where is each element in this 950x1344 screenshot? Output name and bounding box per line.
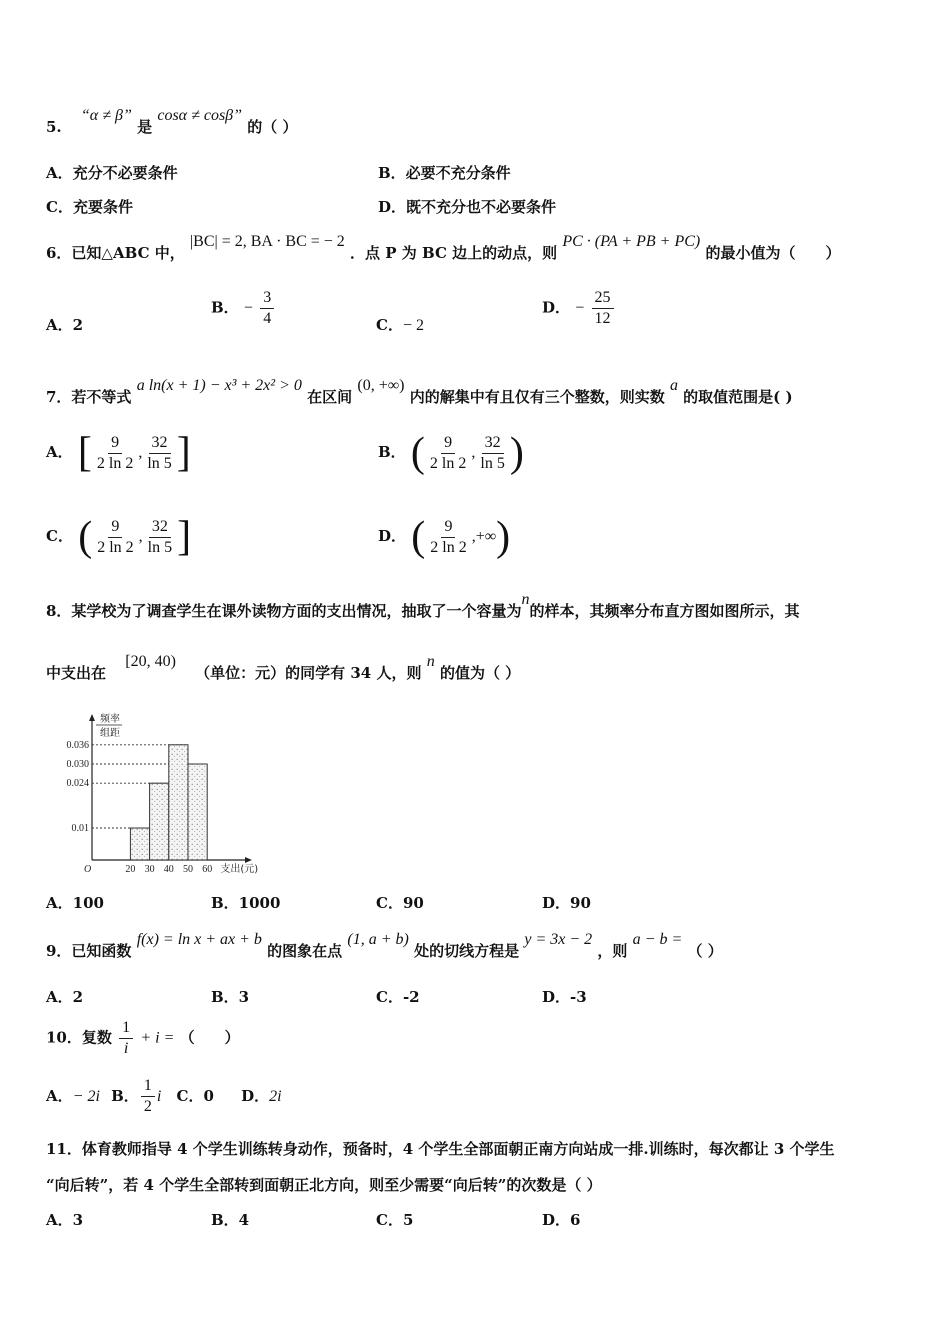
histogram-bar-50-60	[188, 764, 207, 860]
q5-condition-2: cosα ≠ cosβ”	[157, 107, 243, 124]
q7-c-fraction-2	[145, 517, 175, 558]
question-11-line-2: “向后转”，若 4 个学生全部转到面朝正北方向，则至少需要“向后转”的次数是（ ）	[46, 1176, 602, 1194]
q7-variable: a	[669, 377, 678, 394]
q10-a-value: − 2i	[72, 1087, 100, 1105]
q7-a-f2-num: 32	[149, 433, 171, 454]
q9-tail: （ ）	[687, 942, 723, 960]
q7-a-f1-num: 9	[108, 433, 122, 454]
q9-point: (1, a + b)	[347, 931, 409, 948]
q9-option-a[interactable]: A．2	[46, 988, 84, 1006]
q7-a-f1-den: 2 ln 2	[96, 454, 134, 472]
y-axis-label-top: 频率	[100, 714, 120, 725]
q8-option-d[interactable]: D．90	[542, 894, 591, 912]
question-11-line-1: 11．体育教师指导 4 个学生训练转身动作，预备时，4 个学生全部面朝正南方向站成一排.训练时，每次都让 3 个学生	[46, 1140, 835, 1158]
q7-c-f2-den: ln 5	[147, 538, 173, 556]
q7-b-fraction-2	[477, 433, 507, 474]
q9-mid-3: ，则	[597, 942, 628, 960]
q10-rest: + i =	[140, 1029, 175, 1047]
q7-mid-2: 内的解集中有且仅有三个整数，则实数	[409, 388, 665, 406]
q10-tail: （ ）	[179, 1028, 240, 1047]
q7-d-f1-num: 9	[441, 517, 455, 538]
q7-c-f1-num: 9	[108, 517, 122, 538]
q9-lead: 9．已知函数	[46, 942, 132, 960]
histogram-bar-40-50	[169, 745, 188, 860]
q6-d-fraction	[592, 288, 614, 329]
x-tick-50: 50	[183, 864, 193, 875]
q10-numerator: 1	[119, 1018, 133, 1039]
q7-option-c[interactable]	[46, 516, 191, 558]
q5-option-d[interactable]: D．既不充分也不必要条件	[378, 198, 557, 216]
question-6	[46, 233, 841, 263]
q8-interval: [20, 40)	[125, 653, 176, 670]
q7-c-f2-num: 32	[149, 517, 171, 538]
q6-b-sign: −	[243, 299, 253, 317]
q5-option-b[interactable]: B．必要不充分条件	[378, 164, 511, 182]
x-tick-20: 20	[125, 864, 136, 875]
q7-a-label: A．	[46, 443, 73, 461]
q10-d-value: 2i	[269, 1087, 282, 1105]
q10-options	[46, 1076, 282, 1117]
q7-inequality: a ln(x + 1) − x³ + 2x² > 0	[136, 377, 302, 394]
q8-text-1b: 的样本，其频率分布直方图如图所示，其	[529, 602, 800, 620]
frequency-histogram	[56, 708, 266, 878]
question-5	[46, 107, 298, 137]
q10-option-a[interactable]	[46, 1087, 100, 1105]
histogram-bar-20-30	[130, 828, 149, 860]
q8-n-2: n	[426, 653, 435, 670]
q7-option-a[interactable]	[46, 432, 191, 474]
q6-a-value: 2	[72, 316, 84, 334]
q7-b-f1-den: 2 ln 2	[429, 454, 467, 472]
q6-b-denominator: 4	[263, 310, 272, 327]
q7-a-fraction-1	[94, 433, 136, 474]
q10-b-label: B．	[111, 1086, 139, 1105]
q9-expression: a − b =	[632, 931, 683, 948]
q6-d-label: D．	[542, 298, 571, 317]
q7-a-right-bracket: ]	[176, 430, 191, 476]
y-axis-arrow	[89, 714, 95, 721]
q10-b-fraction	[141, 1076, 155, 1117]
y-tick-0.036: 0.036	[66, 739, 89, 751]
y-axis-label-bottom: 组距	[100, 728, 120, 739]
question-8-line-2	[46, 653, 521, 683]
q7-mid-1: 在区间	[307, 388, 353, 406]
q6-option-d[interactable]	[542, 288, 616, 329]
q7-lead: 7．若不等式	[46, 388, 132, 406]
q9-function: f(x) = ln x + ax + b	[136, 931, 262, 948]
q6-b-numerator: 3	[260, 288, 274, 309]
q5-option-c[interactable]: C．充要条件	[46, 198, 133, 216]
q7-c-interval	[78, 516, 191, 558]
q6-a-label: A．	[46, 316, 73, 334]
q9-mid-2: 处的切线方程是	[414, 942, 520, 960]
q6-math-1: |BC| = 2, BA · BC = − 2	[189, 233, 345, 250]
question-10	[46, 1018, 240, 1059]
q7-option-d[interactable]	[378, 516, 510, 558]
x-tick-60: 60	[202, 864, 213, 875]
q7-c-fraction-1	[94, 517, 136, 558]
q7-a-fraction-2	[144, 433, 174, 474]
q9-option-d[interactable]: D．-3	[542, 988, 587, 1006]
q7-b-label: B．	[378, 443, 406, 461]
q7-b-fraction-1	[427, 433, 469, 474]
question-7	[46, 377, 793, 407]
q7-c-f1-den: 2 ln 2	[97, 538, 134, 556]
q6-lead: 6．已知△ABC 中，	[46, 244, 185, 262]
q7-c-left-bracket: (	[78, 514, 93, 560]
q10-d-label: D．	[241, 1086, 270, 1105]
q6-option-a[interactable]	[46, 314, 83, 335]
q6-tail: 的最小值为（ ）	[705, 244, 841, 262]
origin-label: O	[84, 864, 92, 875]
q7-d-interval	[411, 516, 510, 558]
q10-option-d[interactable]	[241, 1087, 281, 1105]
x-axis-label: 支出(元)	[220, 864, 259, 875]
q10-option-c[interactable]: C．0	[176, 1086, 214, 1105]
q6-c-value: − 2	[402, 317, 424, 334]
q9-mid-1: 的图象在点	[267, 942, 343, 960]
q7-tail: 的取值范围是( )	[683, 388, 793, 406]
q7-d-left-bracket: (	[411, 514, 426, 560]
q7-a-interval	[78, 432, 191, 474]
q6-c-label: C．	[376, 316, 403, 334]
q6-d-numerator: 25	[592, 288, 614, 309]
x-tick-40: 40	[163, 864, 174, 875]
q7-b-f2-num: 32	[482, 433, 504, 454]
q6-option-c[interactable]	[376, 314, 424, 335]
q8-text-2b: （单位：元）的同学有 34 人，则	[195, 664, 422, 682]
q9-option-b[interactable]: B．3	[211, 988, 250, 1006]
x-tick-30: 30	[144, 864, 155, 875]
q7-interval: (0, +∞)	[357, 377, 405, 394]
question-9	[46, 931, 723, 961]
y-tick-0.024: 0.024	[66, 778, 89, 790]
q7-option-b[interactable]	[378, 432, 524, 474]
q10-b-denominator: 2	[143, 1098, 152, 1115]
y-tick-0.030: 0.030	[66, 759, 89, 770]
q11-option-d[interactable]: D．6	[542, 1211, 581, 1229]
q6-b-label: B．	[211, 298, 239, 317]
q7-b-interval	[411, 432, 524, 474]
q7-a-f2-den: ln 5	[147, 454, 172, 472]
q7-b-comma: ,	[471, 444, 476, 461]
q7-b-f1-num: 9	[441, 433, 455, 454]
q8-option-a[interactable]: A．100	[46, 894, 104, 912]
q5-shi: 是	[137, 118, 153, 136]
q7-b-right-bracket: )	[509, 430, 524, 476]
q11-option-a[interactable]: A．3	[46, 1211, 84, 1229]
q6-mid: ．点 P 为 BC 边上的动点，则	[350, 244, 558, 262]
q10-b-i: i	[156, 1087, 162, 1105]
q7-c-comma: ,	[138, 528, 143, 545]
q8-text-2a: 中支出在	[46, 664, 107, 682]
y-tick-0.01: 0.01	[71, 823, 89, 834]
q8-text-1: 8．某学校为了调查学生在课外读物方面的支出情况，抽取了一个容量为	[46, 602, 522, 620]
q10-b-numerator: 1	[141, 1076, 155, 1097]
q9-option-c[interactable]: C．-2	[376, 988, 420, 1006]
q10-option-b[interactable]	[111, 1077, 162, 1115]
x-axis-arrow	[245, 857, 252, 863]
q6-option-b[interactable]	[211, 288, 276, 329]
q6-b-fraction	[260, 288, 274, 329]
q6-d-denominator: 12	[594, 310, 611, 327]
q7-a-left-bracket: [	[77, 430, 92, 476]
q7-a-comma: ,	[138, 444, 143, 461]
q10-fraction	[119, 1018, 133, 1059]
q7-c-right-bracket: ]	[177, 514, 192, 560]
q5-condition-1: “α ≠ β”	[80, 107, 132, 124]
q5-option-a[interactable]: A．充分不必要条件	[46, 164, 178, 182]
q7-b-f2-den: ln 5	[480, 454, 505, 472]
q5-tail: 的（ ）	[247, 118, 298, 136]
q6-d-sign: −	[575, 299, 585, 317]
q10-lead: 10．复数	[46, 1028, 112, 1047]
histogram-bar-30-40	[150, 783, 169, 860]
q7-d-comma: ,	[471, 528, 476, 545]
q8-option-b[interactable]: B．1000	[211, 894, 281, 912]
q11-option-b[interactable]: B．4	[211, 1211, 250, 1229]
q10-denominator: i	[123, 1040, 129, 1057]
q7-c-label: C．	[46, 527, 73, 545]
q7-d-f1-den: 2 ln 2	[430, 538, 467, 556]
q8-text-2c: 的值为（ ）	[439, 664, 521, 682]
q6-math-2: PC · (PA + PB + PC)	[562, 233, 701, 250]
q10-a-label: A．	[46, 1086, 73, 1105]
q7-d-right-bracket: )	[496, 514, 511, 560]
q7-d-fraction-1	[427, 517, 469, 558]
q9-tangent-line: y = 3x − 2	[524, 931, 593, 948]
q7-d-infinity: +∞	[475, 528, 497, 545]
question-8-line-1	[46, 591, 800, 621]
q5-number: 5.	[46, 118, 62, 136]
q8-n-1: n	[521, 591, 530, 608]
q11-option-c[interactable]: C．5	[376, 1211, 414, 1229]
q8-option-c[interactable]: C．90	[376, 894, 424, 912]
q7-d-label: D．	[378, 527, 407, 545]
q7-b-left-bracket: (	[410, 430, 425, 476]
